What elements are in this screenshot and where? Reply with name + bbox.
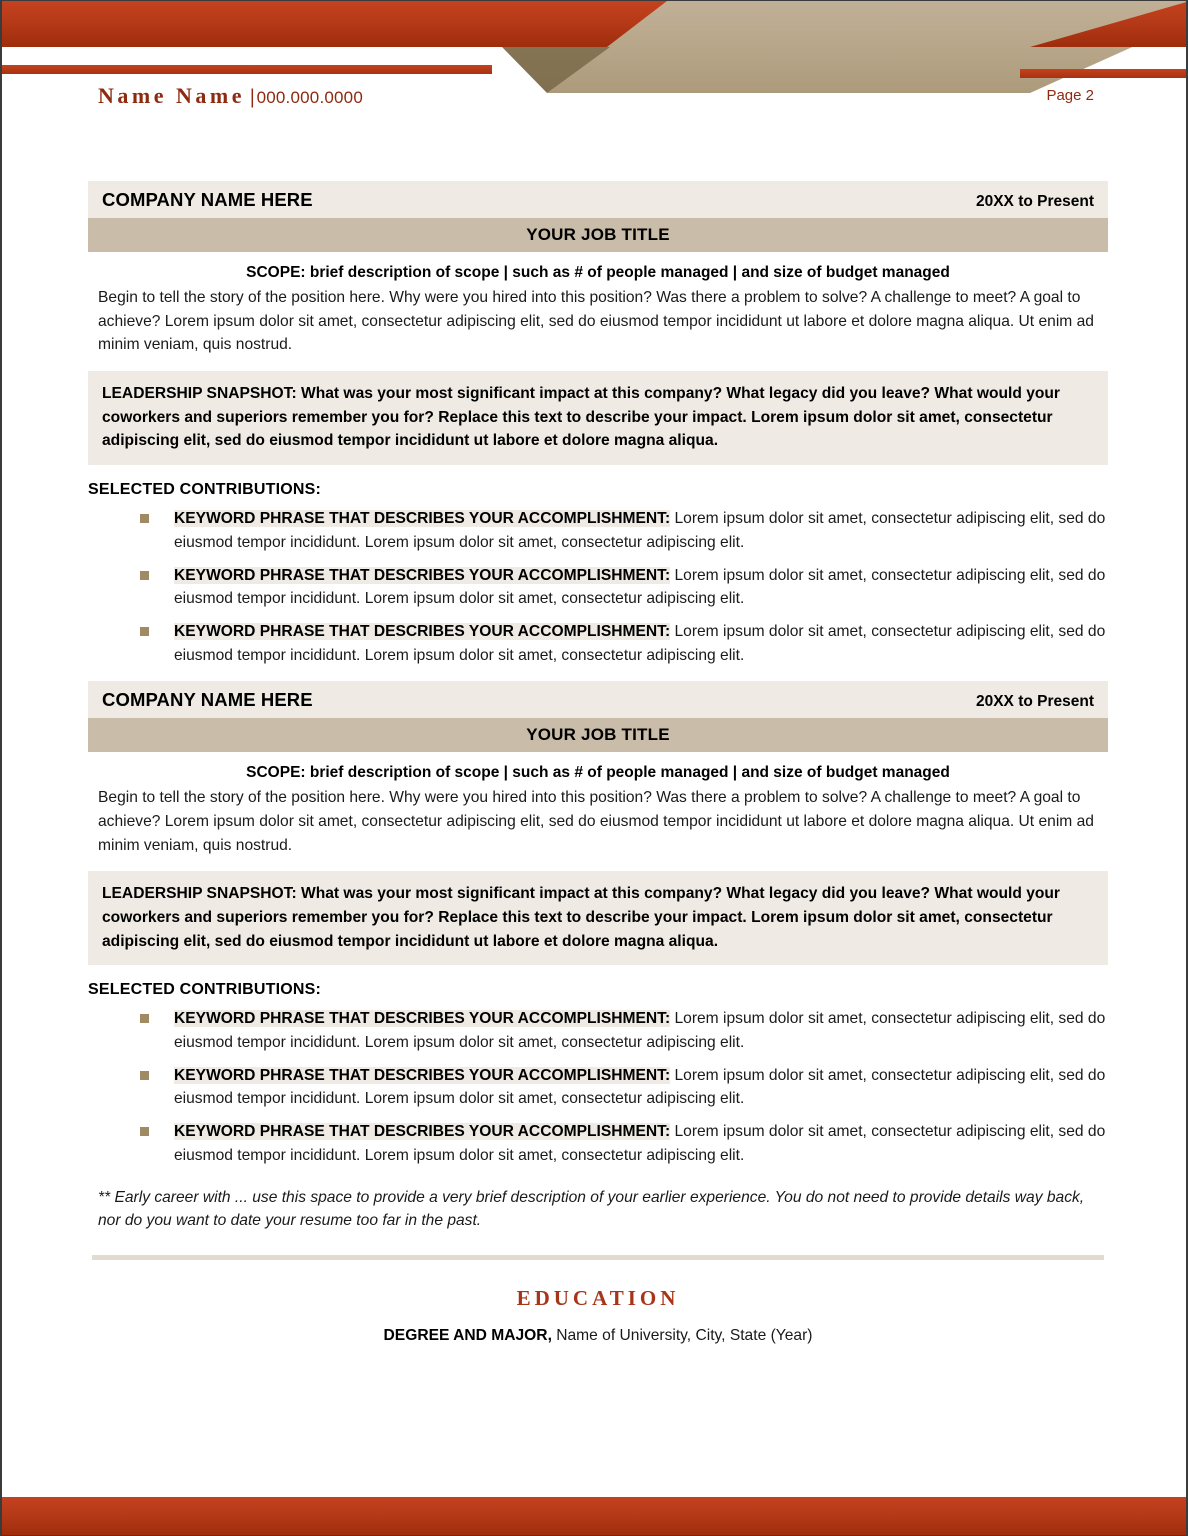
company-dates: 20XX to Present bbox=[975, 693, 1094, 711]
resume-content bbox=[88, 181, 1108, 1345]
contribution-detail: Lorem ipsum dolor sit amet, consectetur adipiscing elit, sed do eiusmod tempor incididunt. Lorem ipsum dolor sit amet, consectetur adipiscing elit. bbox=[174, 1123, 1106, 1164]
company-dates: 20XX to Present bbox=[975, 193, 1094, 210]
list-item bbox=[88, 1120, 1108, 1167]
square-bullet-icon bbox=[140, 1127, 149, 1136]
position-narrative: Begin to tell the story of the position here. Why were you hired into this position? Was there a problem to solve? A challenge to meet? A goal to achieve? Lorem ipsum dolor sit amet, consectetur adipiscing elit, sed do eiusmod tempor incididunt ut labore et dolore magna aliqua. Ut enim ad minim veniam, quis nostrud. bbox=[98, 289, 1094, 354]
list-item bbox=[88, 1007, 1108, 1054]
contributions-list bbox=[88, 507, 1108, 667]
contribution-detail: Lorem ipsum dolor sit amet, consectetur adipiscing elit, sed do eiusmod tempor incididunt. Lorem ipsum dolor sit amet, consectetur adipiscing elit. bbox=[174, 1066, 1106, 1108]
square-bullet-icon bbox=[140, 627, 149, 636]
contribution-keyword: KEYWORD PHRASE THAT DESCRIBES YOUR ACCOMPLISHMENT: bbox=[174, 1066, 671, 1084]
square-bullet-icon bbox=[140, 1014, 149, 1023]
contribution-detail: Lorem ipsum dolor sit amet, consectetur adipiscing elit, sed do eiusmod tempor incididunt. Lorem ipsum dolor sit amet, consectetur adipiscing elit. bbox=[174, 622, 1106, 664]
accent-bar-right bbox=[1020, 69, 1188, 78]
education-section bbox=[88, 1260, 1108, 1345]
contribution-detail: Lorem ipsum dolor sit amet, consectetur adipiscing elit, sed do eiusmod tempor incididunt. Lorem ipsum dolor sit amet, consectetur adipiscing elit. bbox=[174, 1010, 1106, 1052]
job-title-bar: YOUR JOB TITLE bbox=[88, 218, 1108, 252]
contribution-keyword: KEYWORD PHRASE THAT DESCRIBES YOUR ACCOMPLISHMENT: bbox=[174, 566, 671, 584]
square-bullet-icon bbox=[140, 514, 149, 523]
contributions-heading: SELECTED CONTRIBUTIONS: bbox=[88, 981, 322, 999]
company-bar bbox=[88, 681, 1108, 718]
early-career-note: ** Early career with ... use this space to provide a very brief description of your earlier experience. You do not need to provide details way back, nor do you want to date your resume too far in the past. bbox=[98, 1188, 1085, 1230]
contribution-detail: Lorem ipsum dolor sit amet, consectetur adipiscing elit, sed do eiusmod tempor incididunt. Lorem ipsum dolor sit amet, consectetur adipiscing elit. bbox=[174, 566, 1106, 608]
contributions-heading: SELECTED CONTRIBUTIONS: bbox=[88, 481, 322, 499]
header-name: Name Name bbox=[98, 83, 245, 108]
footer-red-band bbox=[2, 1497, 1188, 1535]
square-bullet-icon bbox=[140, 1071, 149, 1080]
education-entry bbox=[88, 1311, 1108, 1345]
contributions-list bbox=[88, 1007, 1108, 1167]
contribution-detail: Lorem ipsum dolor sit amet, consectetur adipiscing elit, sed do eiusmod tempor incididunt. Lorem ipsum dolor sit amet, consectetur adipiscing elit. bbox=[174, 510, 1106, 551]
header-phone: 000.000.0000 bbox=[256, 88, 363, 107]
accent-bar-left bbox=[2, 65, 492, 74]
scope-line: SCOPE: brief description of scope | such as # of people managed | and size of budget managed bbox=[246, 264, 950, 281]
experience-entry-1 bbox=[88, 181, 1108, 667]
running-header bbox=[2, 83, 1188, 119]
education-institution: Name of University, City, State (Year) bbox=[551, 1326, 813, 1344]
square-bullet-icon bbox=[140, 571, 149, 580]
position-narrative: Begin to tell the story of the position here. Why were you hired into this position? Was there a problem to solve? A challenge to meet? A goal to achieve? Lorem ipsum dolor sit amet, consectetur adipiscing elit, sed do eiusmod tempor incididunt ut labore et dolore magna aliqua. Ut enim ad minim veniam, quis nostrud. bbox=[98, 789, 1094, 854]
list-item bbox=[88, 620, 1108, 667]
experience-entry-2 bbox=[88, 681, 1108, 1167]
contribution-keyword: KEYWORD PHRASE THAT DESCRIBES YOUR ACCOMPLISHMENT: bbox=[174, 1123, 671, 1141]
job-title-bar: YOUR JOB TITLE bbox=[88, 718, 1108, 752]
scope-line: SCOPE: brief description of scope | such as # of people managed | and size of budget managed bbox=[246, 764, 950, 782]
header-name-line bbox=[98, 83, 363, 109]
page-number: Page 2 bbox=[1046, 87, 1094, 104]
header-separator: | bbox=[249, 84, 255, 108]
education-degree: DEGREE AND MAJOR, bbox=[383, 1326, 552, 1344]
leadership-snapshot: LEADERSHIP SNAPSHOT: What was your most significant impact at this company? What legacy did you leave? What would your coworkers and superiors remember you for? Replace this text to describe your impact. Lorem ipsum dolor sit amet, consectetur adipiscing elit, sed do eiusmod tempor incididunt ut labore et dolore magna aliqua. bbox=[88, 371, 1108, 465]
contribution-keyword: KEYWORD PHRASE THAT DESCRIBES YOUR ACCOMPLISHMENT: bbox=[174, 622, 671, 640]
contribution-keyword: KEYWORD PHRASE THAT DESCRIBES YOUR ACCOMPLISHMENT: bbox=[174, 1010, 671, 1028]
leadership-snapshot: LEADERSHIP SNAPSHOT: What was your most significant impact at this company? What legacy did you leave? What would your coworkers and superiors remember you for? Replace this text to describe your impact. Lorem ipsum dolor sit amet, consectetur adipiscing elit, sed do eiusmod tempor incididunt ut labore et dolore magna aliqua. bbox=[88, 871, 1108, 965]
company-name: COMPANY NAME HERE bbox=[102, 189, 313, 210]
list-item bbox=[88, 564, 1108, 611]
company-bar bbox=[88, 181, 1108, 218]
list-item bbox=[88, 1064, 1108, 1111]
education-heading: EDUCATION bbox=[516, 1285, 680, 1310]
contribution-keyword: KEYWORD PHRASE THAT DESCRIBES YOUR ACCOMPLISHMENT: bbox=[174, 510, 671, 528]
list-item bbox=[88, 507, 1108, 554]
company-name: COMPANY NAME HERE bbox=[102, 689, 313, 711]
